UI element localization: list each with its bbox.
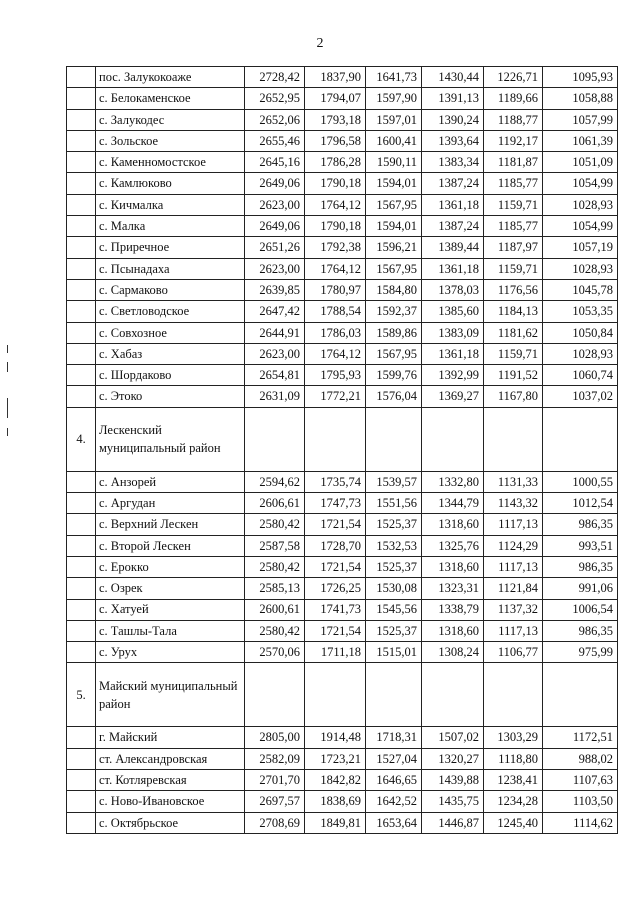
value-cell: 1028,93: [543, 258, 618, 279]
value-cell: 1117,13: [484, 514, 543, 535]
value-cell: 1596,21: [366, 237, 422, 258]
value-cell: 1192,17: [484, 130, 543, 151]
value-cell: 1718,31: [366, 727, 422, 748]
value-cell: 1378,03: [422, 279, 484, 300]
value-cell: 1318,60: [422, 620, 484, 641]
value-cell: 1597,90: [366, 88, 422, 109]
table-row: [67, 514, 618, 535]
table-row: [67, 599, 618, 620]
table-row: [67, 727, 618, 748]
settlement-name: с. Залукодес: [96, 109, 245, 130]
settlement-name: с. Аргудан: [96, 493, 245, 514]
value-cell: 1545,56: [366, 599, 422, 620]
table-row: [67, 471, 618, 492]
value-cell: 2728,42: [245, 67, 305, 88]
row-index: [67, 173, 96, 194]
district-header-row: [67, 407, 618, 471]
value-cell: 1507,02: [422, 727, 484, 748]
value-cell: 1525,37: [366, 556, 422, 577]
margin-mark: [7, 398, 8, 418]
table-row: [67, 578, 618, 599]
value-cell: 1390,24: [422, 109, 484, 130]
value-cell: 1124,29: [484, 535, 543, 556]
settlement-name: с. Камлюково: [96, 173, 245, 194]
value-cell: 1159,71: [484, 343, 543, 364]
value-cell: 1012,54: [543, 493, 618, 514]
row-index: [67, 152, 96, 173]
value-cell: 1786,28: [305, 152, 366, 173]
value-cell: [484, 407, 543, 471]
value-cell: 1185,77: [484, 216, 543, 237]
value-cell: 1747,73: [305, 493, 366, 514]
value-cell: 2649,06: [245, 216, 305, 237]
value-cell: 1117,13: [484, 620, 543, 641]
settlement-name: ст. Александровская: [96, 748, 245, 769]
value-cell: 1726,25: [305, 578, 366, 599]
settlement-name: ст. Котляревская: [96, 770, 245, 791]
value-cell: 1599,76: [366, 365, 422, 386]
settlement-name: с. Зольское: [96, 130, 245, 151]
value-cell: [422, 407, 484, 471]
value-cell: 2708,69: [245, 812, 305, 833]
value-cell: 1527,04: [366, 748, 422, 769]
value-cell: 1530,08: [366, 578, 422, 599]
row-index: [67, 727, 96, 748]
table-row: [67, 301, 618, 322]
value-cell: 1181,62: [484, 322, 543, 343]
value-cell: 1567,95: [366, 194, 422, 215]
value-cell: 1121,84: [484, 578, 543, 599]
value-cell: 1325,76: [422, 535, 484, 556]
value-cell: 1592,37: [366, 301, 422, 322]
settlement-name: пос. Залукокоаже: [96, 67, 245, 88]
value-cell: 1430,44: [422, 67, 484, 88]
row-index: [67, 258, 96, 279]
value-cell: [543, 663, 618, 727]
value-cell: 1361,18: [422, 258, 484, 279]
value-cell: 1308,24: [422, 642, 484, 663]
value-cell: [543, 407, 618, 471]
table-row: [67, 812, 618, 833]
value-cell: 2570,06: [245, 642, 305, 663]
value-cell: 1184,13: [484, 301, 543, 322]
value-cell: 1793,18: [305, 109, 366, 130]
value-cell: 1914,48: [305, 727, 366, 748]
value-cell: 2580,42: [245, 514, 305, 535]
table-row: [67, 386, 618, 407]
margin-mark: [7, 428, 8, 436]
value-cell: 1721,54: [305, 514, 366, 535]
value-cell: 2585,13: [245, 578, 305, 599]
value-cell: 2623,00: [245, 194, 305, 215]
value-cell: 991,06: [543, 578, 618, 599]
value-cell: 986,35: [543, 556, 618, 577]
value-cell: 1600,41: [366, 130, 422, 151]
value-cell: 1323,31: [422, 578, 484, 599]
value-cell: 1772,21: [305, 386, 366, 407]
value-cell: 1594,01: [366, 173, 422, 194]
tariff-table: [66, 66, 618, 834]
row-index: [67, 130, 96, 151]
value-cell: 1103,50: [543, 791, 618, 812]
settlement-name: с. Приречное: [96, 237, 245, 258]
value-cell: 1176,56: [484, 279, 543, 300]
value-cell: 1045,78: [543, 279, 618, 300]
table-row: [67, 791, 618, 812]
value-cell: 1318,60: [422, 556, 484, 577]
table-row: [67, 493, 618, 514]
row-index: 5.: [67, 663, 96, 727]
value-cell: 1641,73: [366, 67, 422, 88]
value-cell: 2582,09: [245, 748, 305, 769]
value-cell: 1318,60: [422, 514, 484, 535]
row-index: [67, 642, 96, 663]
value-cell: 1387,24: [422, 173, 484, 194]
value-cell: 1057,19: [543, 237, 618, 258]
row-index: [67, 514, 96, 535]
table-row: [67, 535, 618, 556]
table-row: [67, 237, 618, 258]
table-row: [67, 343, 618, 364]
row-index: [67, 322, 96, 343]
value-cell: 1051,09: [543, 152, 618, 173]
district-name: Майский муниципальный район: [96, 663, 245, 727]
district-name: Лескенский муниципальный район: [96, 407, 245, 471]
table-row: [67, 748, 618, 769]
value-cell: 1594,01: [366, 216, 422, 237]
value-cell: 1567,95: [366, 343, 422, 364]
value-cell: 1053,35: [543, 301, 618, 322]
value-cell: 1159,71: [484, 194, 543, 215]
table-row: [67, 365, 618, 386]
table-row: [67, 194, 618, 215]
row-index: [67, 471, 96, 492]
value-cell: 1711,18: [305, 642, 366, 663]
value-cell: 2649,06: [245, 173, 305, 194]
table-row: [67, 620, 618, 641]
row-index: [67, 620, 96, 641]
row-index: [67, 748, 96, 769]
value-cell: 1794,07: [305, 88, 366, 109]
value-cell: 1764,12: [305, 343, 366, 364]
settlement-name: с. Верхний Лескен: [96, 514, 245, 535]
row-index: [67, 386, 96, 407]
settlement-name: с. Совхозное: [96, 322, 245, 343]
margin-mark: [7, 345, 8, 353]
value-cell: 2645,16: [245, 152, 305, 173]
value-cell: 1525,37: [366, 514, 422, 535]
settlement-name: с. Кичмалка: [96, 194, 245, 215]
row-index: [67, 493, 96, 514]
row-index: [67, 88, 96, 109]
settlement-name: г. Майский: [96, 727, 245, 748]
table-body: [67, 67, 618, 834]
value-cell: 1584,80: [366, 279, 422, 300]
value-cell: 1653,64: [366, 812, 422, 833]
value-cell: 2580,42: [245, 620, 305, 641]
value-cell: [366, 663, 422, 727]
value-cell: 1131,33: [484, 471, 543, 492]
table-row: [67, 322, 618, 343]
settlement-name: с. Второй Лескен: [96, 535, 245, 556]
value-cell: 2701,70: [245, 770, 305, 791]
value-cell: 2647,42: [245, 301, 305, 322]
value-cell: 1191,52: [484, 365, 543, 386]
value-cell: 1058,88: [543, 88, 618, 109]
value-cell: 1567,95: [366, 258, 422, 279]
value-cell: 1391,13: [422, 88, 484, 109]
value-cell: 1439,88: [422, 770, 484, 791]
value-cell: 1332,80: [422, 471, 484, 492]
value-cell: [245, 407, 305, 471]
value-cell: 1389,44: [422, 237, 484, 258]
value-cell: 1735,74: [305, 471, 366, 492]
value-cell: 1392,99: [422, 365, 484, 386]
value-cell: 1167,80: [484, 386, 543, 407]
value-cell: 2639,85: [245, 279, 305, 300]
value-cell: 1181,87: [484, 152, 543, 173]
value-cell: [305, 407, 366, 471]
value-cell: 2644,91: [245, 322, 305, 343]
value-cell: 1137,32: [484, 599, 543, 620]
value-cell: 1597,01: [366, 109, 422, 130]
row-index: [67, 599, 96, 620]
value-cell: 1525,37: [366, 620, 422, 641]
settlement-name: с. Псынадаха: [96, 258, 245, 279]
row-index: [67, 578, 96, 599]
value-cell: 1385,60: [422, 301, 484, 322]
value-cell: 1369,27: [422, 386, 484, 407]
value-cell: 1435,75: [422, 791, 484, 812]
value-cell: [245, 663, 305, 727]
value-cell: 1446,87: [422, 812, 484, 833]
settlement-name: с. Ташлы-Тала: [96, 620, 245, 641]
settlement-name: с. Хатуей: [96, 599, 245, 620]
value-cell: 1238,41: [484, 770, 543, 791]
value-cell: [484, 663, 543, 727]
value-cell: 1728,70: [305, 535, 366, 556]
row-index: [67, 770, 96, 791]
settlement-name: с. Сармаково: [96, 279, 245, 300]
value-cell: 1361,18: [422, 194, 484, 215]
value-cell: 1188,77: [484, 109, 543, 130]
value-cell: 1576,04: [366, 386, 422, 407]
value-cell: 975,99: [543, 642, 618, 663]
settlement-name: с. Шордаково: [96, 365, 245, 386]
settlement-name: с. Октябрьское: [96, 812, 245, 833]
table-row: [67, 642, 618, 663]
value-cell: 1338,79: [422, 599, 484, 620]
row-index: [67, 194, 96, 215]
row-index: [67, 365, 96, 386]
value-cell: 1187,97: [484, 237, 543, 258]
value-cell: 1245,40: [484, 812, 543, 833]
value-cell: 2805,00: [245, 727, 305, 748]
table-row: [67, 258, 618, 279]
value-cell: 1028,93: [543, 194, 618, 215]
value-cell: 1780,97: [305, 279, 366, 300]
value-cell: 2652,95: [245, 88, 305, 109]
value-cell: 2594,62: [245, 471, 305, 492]
value-cell: 1037,02: [543, 386, 618, 407]
district-header-row: [67, 663, 618, 727]
row-index: [67, 109, 96, 130]
value-cell: 1172,51: [543, 727, 618, 748]
value-cell: 2651,26: [245, 237, 305, 258]
value-cell: 1539,57: [366, 471, 422, 492]
value-cell: 1320,27: [422, 748, 484, 769]
value-cell: 1050,84: [543, 322, 618, 343]
row-index: [67, 343, 96, 364]
row-index: [67, 301, 96, 322]
settlement-name: с. Ерокко: [96, 556, 245, 577]
table-row: [67, 109, 618, 130]
row-index: 4.: [67, 407, 96, 471]
value-cell: 1383,34: [422, 152, 484, 173]
row-index: [67, 812, 96, 833]
value-cell: 1790,18: [305, 173, 366, 194]
value-cell: 1551,56: [366, 493, 422, 514]
value-cell: 2600,61: [245, 599, 305, 620]
row-index: [67, 216, 96, 237]
value-cell: 2697,57: [245, 791, 305, 812]
value-cell: 1028,93: [543, 343, 618, 364]
value-cell: 1642,52: [366, 791, 422, 812]
settlement-name: с. Анзорей: [96, 471, 245, 492]
value-cell: [366, 407, 422, 471]
row-index: [67, 237, 96, 258]
table-row: [67, 279, 618, 300]
table-row: [67, 556, 618, 577]
row-index: [67, 279, 96, 300]
value-cell: 1344,79: [422, 493, 484, 514]
row-index: [67, 791, 96, 812]
margin-mark: [7, 362, 8, 372]
value-cell: 1764,12: [305, 194, 366, 215]
value-cell: 1842,82: [305, 770, 366, 791]
value-cell: 1054,99: [543, 216, 618, 237]
row-index: [67, 67, 96, 88]
value-cell: 1795,93: [305, 365, 366, 386]
value-cell: 1057,99: [543, 109, 618, 130]
value-cell: 1383,09: [422, 322, 484, 343]
value-cell: [305, 663, 366, 727]
value-cell: 1054,99: [543, 173, 618, 194]
value-cell: 1741,73: [305, 599, 366, 620]
value-cell: 1189,66: [484, 88, 543, 109]
value-cell: 993,51: [543, 535, 618, 556]
value-cell: 1532,53: [366, 535, 422, 556]
value-cell: 1515,01: [366, 642, 422, 663]
settlement-name: с. Ново-Ивановское: [96, 791, 245, 812]
value-cell: 1786,03: [305, 322, 366, 343]
value-cell: 1118,80: [484, 748, 543, 769]
value-cell: 1114,62: [543, 812, 618, 833]
value-cell: 1796,58: [305, 130, 366, 151]
value-cell: 1589,86: [366, 322, 422, 343]
value-cell: 1117,13: [484, 556, 543, 577]
value-cell: 1393,64: [422, 130, 484, 151]
page-number: 2: [316, 36, 324, 51]
value-cell: 1095,93: [543, 67, 618, 88]
settlement-name: с. Хабаз: [96, 343, 245, 364]
settlement-name: с. Светловодское: [96, 301, 245, 322]
value-cell: 1060,74: [543, 365, 618, 386]
value-cell: 1006,54: [543, 599, 618, 620]
settlement-name: с. Белокаменское: [96, 88, 245, 109]
value-cell: 1788,54: [305, 301, 366, 322]
value-cell: 1849,81: [305, 812, 366, 833]
value-cell: 988,02: [543, 748, 618, 769]
settlement-name: с. Этоко: [96, 386, 245, 407]
value-cell: 1723,21: [305, 748, 366, 769]
value-cell: 1143,32: [484, 493, 543, 514]
value-cell: 2623,00: [245, 343, 305, 364]
value-cell: 2606,61: [245, 493, 305, 514]
value-cell: 1721,54: [305, 556, 366, 577]
table-row: [67, 88, 618, 109]
settlement-name: с. Урух: [96, 642, 245, 663]
table-row: [67, 173, 618, 194]
value-cell: 2580,42: [245, 556, 305, 577]
value-cell: 1106,77: [484, 642, 543, 663]
value-cell: 1061,39: [543, 130, 618, 151]
value-cell: 2654,81: [245, 365, 305, 386]
value-cell: 986,35: [543, 514, 618, 535]
value-cell: 1837,90: [305, 67, 366, 88]
value-cell: 1646,65: [366, 770, 422, 791]
table-row: [67, 216, 618, 237]
value-cell: 2587,58: [245, 535, 305, 556]
value-cell: 1590,11: [366, 152, 422, 173]
value-cell: 1000,55: [543, 471, 618, 492]
value-cell: 1387,24: [422, 216, 484, 237]
row-index: [67, 556, 96, 577]
value-cell: 1303,29: [484, 727, 543, 748]
value-cell: 1361,18: [422, 343, 484, 364]
value-cell: [422, 663, 484, 727]
settlement-name: с. Каменномостское: [96, 152, 245, 173]
row-index: [67, 535, 96, 556]
value-cell: 1838,69: [305, 791, 366, 812]
value-cell: 1790,18: [305, 216, 366, 237]
value-cell: 1721,54: [305, 620, 366, 641]
settlement-name: с. Малка: [96, 216, 245, 237]
table-row: [67, 152, 618, 173]
value-cell: 2652,06: [245, 109, 305, 130]
value-cell: 2655,46: [245, 130, 305, 151]
table-row: [67, 770, 618, 791]
value-cell: 2623,00: [245, 258, 305, 279]
value-cell: 986,35: [543, 620, 618, 641]
table-row: [67, 130, 618, 151]
table-row: [67, 67, 618, 88]
value-cell: 1185,77: [484, 173, 543, 194]
value-cell: 1234,28: [484, 791, 543, 812]
settlement-name: с. Озрек: [96, 578, 245, 599]
value-cell: 1226,71: [484, 67, 543, 88]
value-cell: 1792,38: [305, 237, 366, 258]
value-cell: 1764,12: [305, 258, 366, 279]
value-cell: 1159,71: [484, 258, 543, 279]
value-cell: 1107,63: [543, 770, 618, 791]
value-cell: 2631,09: [245, 386, 305, 407]
